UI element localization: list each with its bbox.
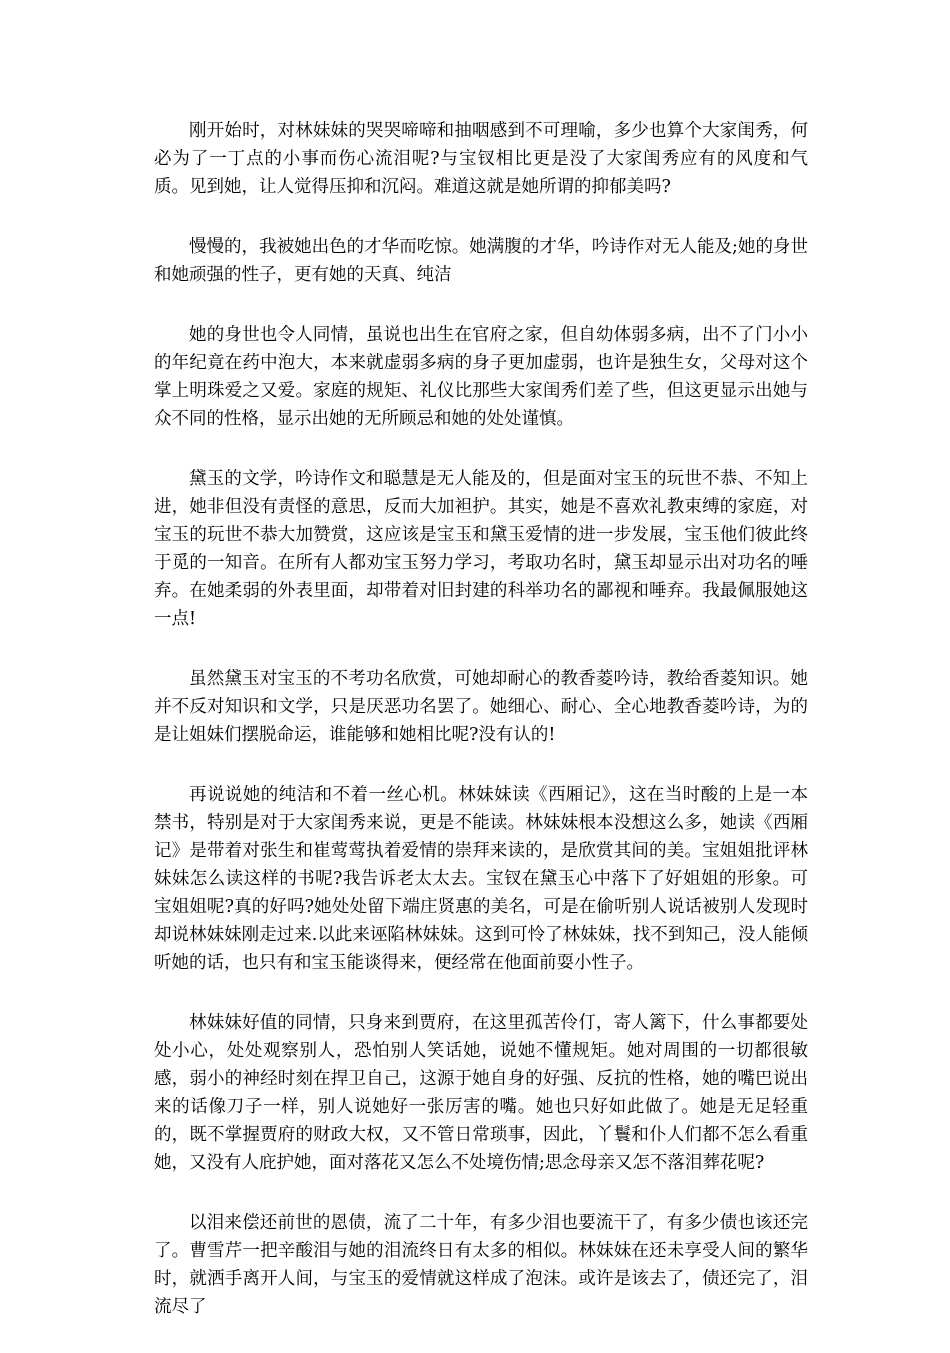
paragraph-5: 虽然黛玉对宝玉的不考功名欣赏，可她却耐心的教香菱吟诗，教给香菱知识。她并不反对知识和文学，只是厌恶功名罢了。她细心、耐心、全心地教香菱吟诗，为的是让姐妹们摆脱命运，谁能够和她相比呢?没有认的! [154, 669, 808, 745]
paragraph-2: 慢慢的，我被她出色的才华而吃惊。她满腹的才华，吟诗作对无人能及;她的身世和她顽强的性子，更有她的天真、纯洁 [154, 237, 808, 285]
paragraph-4: 黛玉的文学，吟诗作文和聪慧是无人能及的，但是面对宝玉的玩世不恭、不知上进，她非但没有责怪的意思，反而大加袒护。其实，她是不喜欢礼教束缚的家庭，对宝玉的玩世不恭大加赞赏，这应该是宝玉和黛玉爱情的进一步发展，宝玉他们彼此终于觅的一知音。在所有人都劝宝玉努力学习，考取功名时，黛玉却显示出对功名的唾弃。在她柔弱的外表里面，却带着对旧封建的科举功名的鄙视和唾弃。我最佩服她这一点! [154, 469, 808, 629]
document-body [154, 117, 808, 1353]
paragraph-3: 她的身世也令人同情，虽说也出生在官府之家，但自幼体弱多病，出不了门小小的年纪竟在药中泡大，本来就虚弱多病的身子更加虚弱，也许是独生女，父母对这个掌上明珠爱之又爱。家庭的规矩、礼仪比那些大家闺秀们差了些，但这更显示出她与众不同的性格，显示出她的无所顾忌和她的处处谨慎。 [154, 325, 808, 429]
paragraph-8: 以泪来偿还前世的恩债，流了二十年，有多少泪也要流干了，有多少债也该还完了。曹雪芹一把辛酸泪与她的泪流终日有太多的相似。林妹妹在还未享受人间的繁华时，就洒手离开人间，与宝玉的爱情就这样成了泡沫。或许是该去了，债还完了，泪流尽了 [154, 1213, 808, 1317]
paragraph-6: 再说说她的纯洁和不着一丝心机。林妹妹读《西厢记》，这在当时酸的上是一本禁书，特别是对于大家闺秀来说，更是不能读。林妹妹根本没想这么多，她读《西厢记》是带着对张生和崔莺莺执着爱情的崇拜来读的，是欣赏其间的美。宝姐姐批评林妹妹怎么读这样的书呢?我告诉老太太去。宝钗在黛玉心中落下了好姐姐的形象。可宝姐姐呢?真的好吗?她处处留下端庄贤惠的美名，可是在偷听别人说话被别人发现时却说林妹妹刚走过来.以此来诬陷林妹妹。这到可怜了林妹妹，找不到知己，没人能倾听她的话，也只有和宝玉能谈得来，便经常在他面前耍小性子。 [154, 785, 808, 973]
paragraph-7: 林妹妹好值的同情，只身来到贾府，在这里孤苦伶仃，寄人篱下，什么事都要处处小心，处处观察别人，恐怕别人笑话她，说她不懂规矩。她对周围的一切都很敏感，弱小的神经时刻在捍卫自己，这源于她自身的好强、反抗的性格，她的嘴巴说出来的话像刀子一样，别人说她好一张厉害的嘴。她也只好如此做了。她是无足轻重的，既不掌握贾府的财政大权，又不管日常琐事，因此，丫鬟和仆人们都不怎么看重她，又没有人庇护她，面对落花又怎么不处境伤情;思念母亲又怎不落泪葬花呢? [154, 1013, 808, 1173]
paragraph-1: 刚开始时，对林妹妹的哭哭啼啼和抽咽感到不可理喻，多少也算个大家闺秀，何必为了一丁点的小事而伤心流泪呢?与宝钗相比更是没了大家闺秀应有的风度和气质。见到她，让人觉得压抑和沉闷。难道这就是她所谓的抑郁美吗? [154, 121, 808, 197]
